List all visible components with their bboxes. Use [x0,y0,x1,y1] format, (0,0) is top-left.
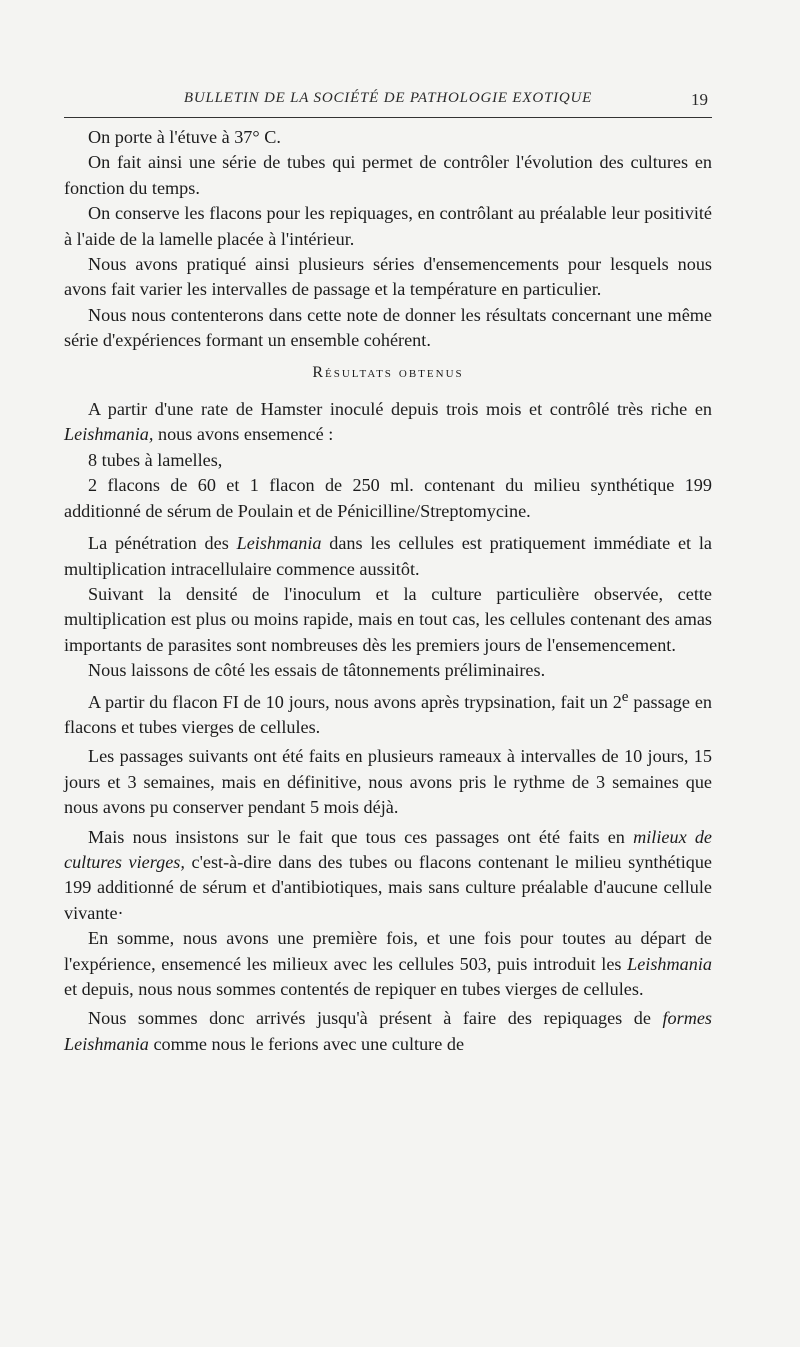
italic-run: formes Leishmania [64,1008,712,1054]
paragraph: 2 flacons de 60 et 1 flacon de 250 ml. contenant du milieu synthétique 199 additionné de sérum de Poulain et de Pénicilline/Streptomycine. [64,475,712,521]
paragraph: On fait ainsi une série de tubes qui permet de contrôler l'évolution des cultures en fonction du temps. [64,152,712,198]
superscript: e [621,687,629,705]
paragraph: Nous laissons de côté les essais de tâtonnements préliminaires. [88,660,546,681]
paragraph: Suivant la densité de l'inoculum et la culture particulière observée, cette multiplication est plus ou moins rapide, mais en tout cas, les cellules contenant des amas importants de parasites sont nombreuses dès les premiers jours de l'ensemencement. [64,583,712,655]
text-run: et depuis, nous nous sommes contentés de repiquer en tubes vierges de cellules. [64,979,644,1000]
text-run: dans les cellules est pratiquement immédiate et la multiplication intracellulaire commence aussitôt. [64,533,712,579]
text-run: passage en flacons et tubes vierges de cellules. [64,691,712,737]
italic-run: Leishmania, [64,424,154,445]
italic-run: Leishmania [236,533,322,554]
italic-run: Leishmania [627,953,712,974]
paragraph [64,397,712,448]
paragraph: On conserve les flacons pour les repiquages, en contrôlant au préalable leur positivité à l'aide de la lamelle placée à l'intérieur. [64,203,712,249]
paragraph: On porte à l'étuve à 37° C. [88,127,281,147]
paragraph: 8 tubes à lamelles, [88,449,223,470]
paragraph: Nous nous contenterons dans cette note de donner les résultats concernant une même série d'expériences formant un ensemble cohérent. [64,304,712,351]
text-run: Nous sommes donc arrivés jusqu'à présent à faire des repiquages de [88,1008,663,1029]
text-run: comme nous le ferions avec une culture de [148,1033,465,1054]
article-body [64,125,712,1057]
paragraph [64,926,712,1002]
section-heading: Résultats obtenus [312,363,464,381]
text-run: Mais nous insistons sur le fait que tous ces passages ont été faits en [88,826,634,847]
text-run: La pénétration des [88,533,237,554]
page-number: 19 [691,90,708,109]
italic-run: milieux de cultures vierges, [64,826,713,873]
text-run: A partir d'une rate de Hamster inoculé depuis trois mois et contrôlé très riche en [88,399,712,420]
paragraph [64,531,712,582]
paragraph: Nous avons pratiqué ainsi plusieurs séries d'ensemencements pour lesquels nous avons fait varier les intervalles de passage et la température en particulier. [64,254,712,300]
paragraph: Les passages suivants ont été faits en plusieurs rameaux à intervalles de 10 jours, 15 jours et 3 semaines, mais en définitive, nous avons pris le rythme de 3 semaines que nous avons pu conserver pendant 5 mois déjà. [64,746,712,818]
paragraph [64,825,712,927]
text-run: En somme, nous avons une première fois, et une fois pour toutes au départ de l'expérience, ensemencé les milieux avec les cellules 503, puis introduit les [64,928,712,974]
running-header [64,88,712,114]
header-rule [64,117,712,118]
paragraph [64,1006,712,1057]
text-run: nous avons ensemencé : [153,424,334,445]
journal-title: BULLETIN DE LA SOCIÉTÉ DE PATHOLOGIE EXOTIQUE [183,90,593,106]
text-run: c'est-à-dire dans des tubes ou flacons contenant le milieu synthétique 199 additionné de sérum et d'antibiotiques, mais sans culture préalable d'aucune cellule vivante· [64,852,713,923]
text-run: A partir du flacon FI de 10 jours, nous avons après trypsination, fait un 2 [88,691,622,712]
spacer [64,524,712,531]
paragraph [64,684,712,741]
